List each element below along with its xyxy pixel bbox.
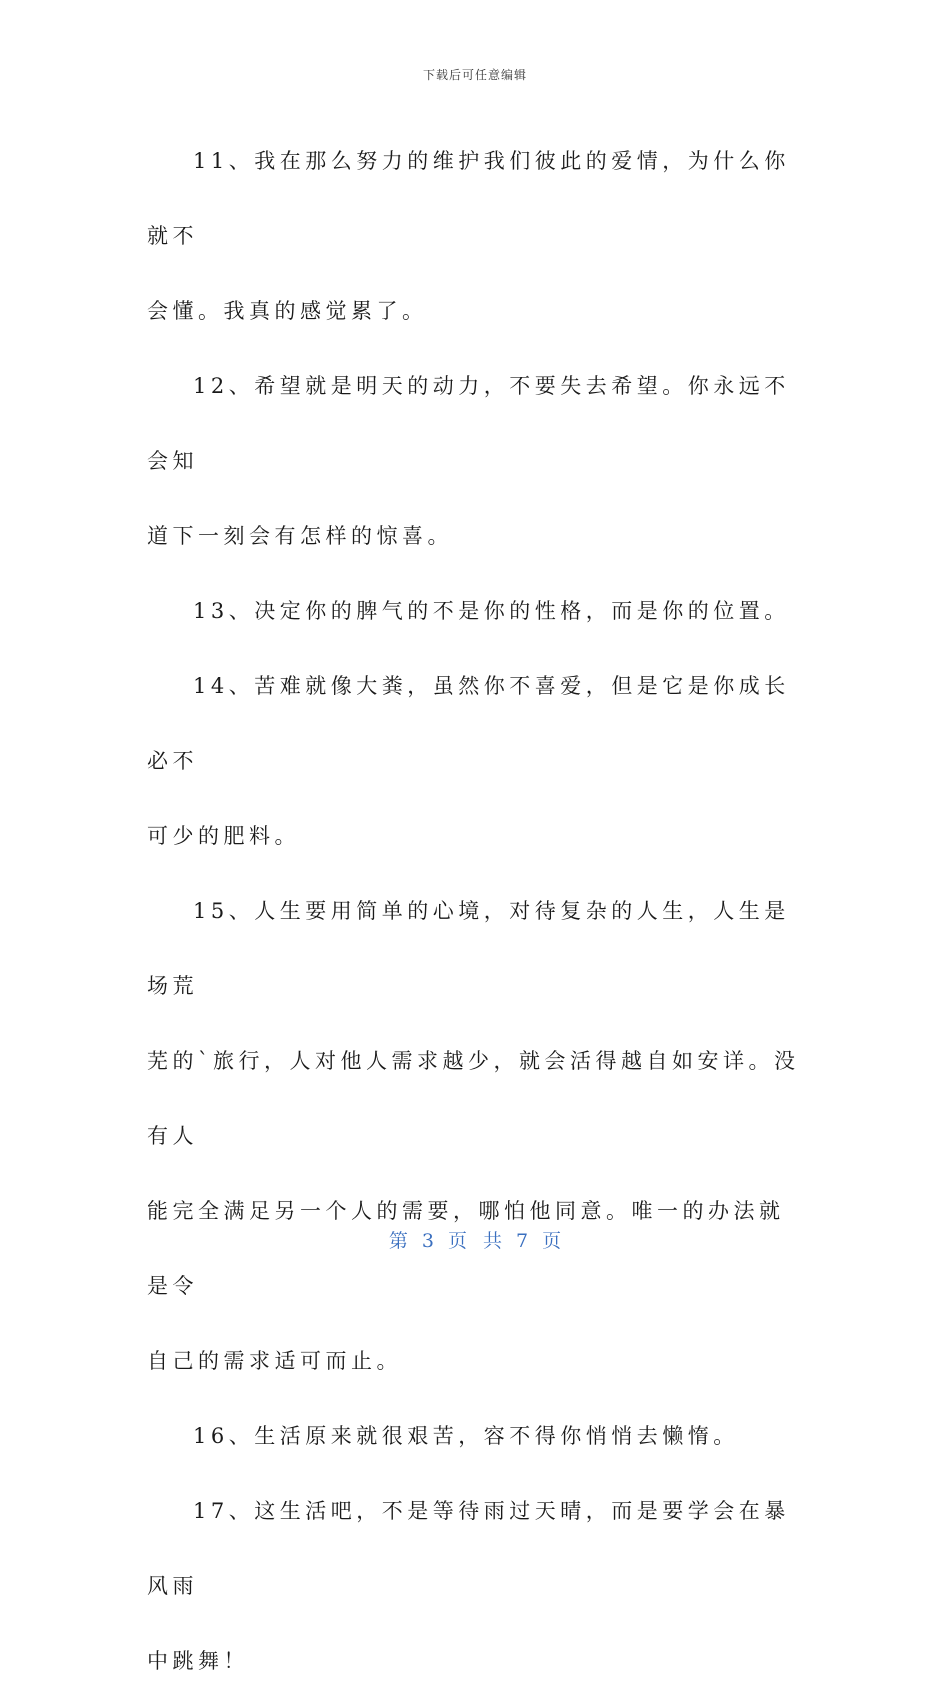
paragraph-line: 可少的肥料。 (147, 824, 300, 848)
paragraph-line: 自己的需求适可而止。 (147, 1349, 402, 1373)
paragraph-line: 11、我在那么努力的维护我们彼此的爱情，为什么你就不 (147, 149, 790, 248)
paragraph-16 (147, 1399, 807, 1474)
paragraph-line: 能完全满足另一个人的需要，哪怕他同意。唯一的办法就是令 (147, 1199, 785, 1298)
page-label-prefix: 第 (388, 1230, 408, 1252)
paragraph-line: 12、希望就是明天的动力，不要失去希望。你永远不会知 (147, 374, 790, 473)
paragraph-11 (147, 124, 807, 349)
paragraph-line: 14、苦难就像大粪，虽然你不喜爱，但是它是你成长必不 (147, 674, 790, 773)
header-note: 下载后可任意编辑 (422, 68, 527, 82)
paragraph-line: 17、这生活吧，不是等待雨过天晴，而是要学会在暴风雨 (147, 1499, 790, 1598)
paragraph-line: 13、决定你的脾气的不是你的性格，而是你的位置。 (193, 599, 790, 623)
page-label-suffix: 页 (542, 1230, 562, 1252)
page-label-mid: 页 共 (447, 1230, 503, 1252)
paragraph-line: 中跳舞！ (147, 1649, 249, 1673)
paragraph-line: 道下一刻会有怎样的惊喜。 (147, 524, 453, 548)
total-pages-number: 7 (516, 1230, 529, 1252)
paragraph-17 (147, 1474, 807, 1699)
paragraph-line: 芜的`旅行，人对他人需求越少，就会活得越自如安详。没有人 (147, 1049, 800, 1148)
paragraph-13 (147, 574, 807, 649)
current-page-number: 3 (421, 1230, 434, 1252)
paragraph-14 (147, 649, 807, 874)
paragraph-line: 16、生活原来就很艰苦，容不得你悄悄去懒惰。 (193, 1424, 739, 1448)
paragraph-12 (147, 349, 807, 574)
paragraph-15 (147, 874, 807, 1399)
paragraph-line: 会懂。我真的感觉累了。 (147, 299, 428, 323)
document-body (147, 124, 807, 1699)
page-footer (0, 1226, 950, 1253)
paragraph-line: 15、人生要用简单的心境，对待复杂的人生，人生是场荒 (147, 899, 790, 998)
